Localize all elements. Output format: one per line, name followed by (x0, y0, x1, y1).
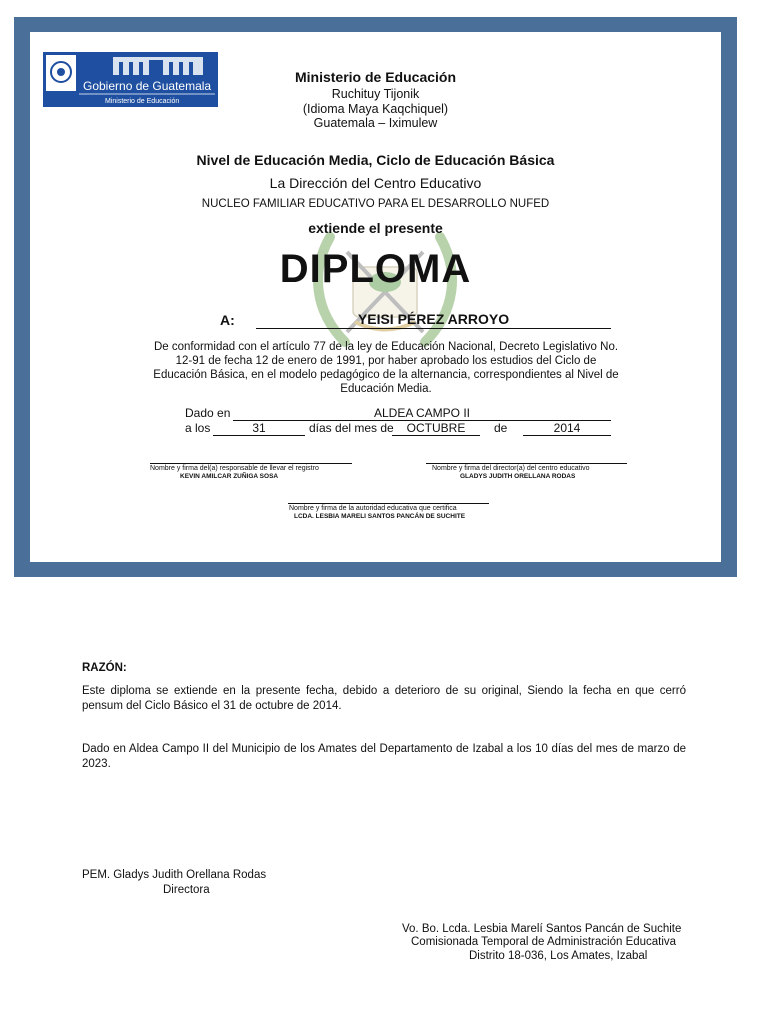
day-value: 31 (213, 421, 305, 436)
authority-signature-line (288, 503, 489, 504)
days-of-month-label: días del mes de (309, 421, 394, 435)
director-signature-line (426, 463, 627, 464)
authority-name: LCDA. LESBIA MARELI SANTOS PANCÁN DE SUCHITE (294, 513, 466, 520)
registry-name: KEVIN AMILCAR ZUÑIGA SOSA (180, 473, 279, 480)
logo-subtext: Ministerio de Educación (105, 98, 180, 105)
extends-text: extiende el presente (308, 220, 443, 236)
diploma-body: De conformidad con el artículo 77 de la ley de Educación Nacional, Decreto Legislativo No. 12-91 de fecha 12 de enero de 1991, por haber aprobado los estudios del Ciclo de Educación Básica, en el modelo pedagógico de la alternancia, correspondientes al Nivel de Educación Media. (153, 341, 619, 395)
authority-signer-line-1: Vo. Bo. Lcda. Lesbia Marelí Santos Pancán de Suchite (402, 923, 682, 935)
ministry-line-1: Ruchituy Tijonik (331, 87, 420, 101)
year-value: 2014 (523, 421, 611, 436)
director-name: GLADYS JUDITH ORELLANA RODAS (460, 473, 576, 480)
center-direction: La Dirección del Centro Educativo (269, 175, 482, 191)
given-in-value: ALDEA CAMPO II (233, 406, 611, 421)
director-caption: Nombre y firma del director(a) del centro educativo (432, 465, 590, 472)
ministry-line-3: Guatemala – Iximulew (313, 116, 438, 130)
at-label: a los (185, 421, 211, 435)
recipient-underline (256, 328, 611, 329)
of-label: de (494, 421, 508, 435)
ministry-line-2: (Idioma Maya Kaqchiquel) (302, 102, 449, 116)
authority-signer-line-2: Comisionada Temporal de Administración Educativa (411, 936, 677, 948)
authority-signer-line-3: Distrito 18-036, Los Amates, Izabal (469, 950, 648, 962)
diploma-title: DIPLOMA (279, 247, 472, 291)
diploma-sheet (30, 32, 721, 562)
director-signer-role: Directora (163, 884, 210, 896)
educational-center: NUCLEO FAMILIAR EDUCATIVO PARA EL DESARROLLO NUFED (201, 198, 550, 210)
diploma-frame (14, 17, 737, 577)
logo-text: Gobierno de Guatemala (83, 79, 212, 93)
registry-signature-line (150, 463, 352, 464)
razon-paragraph-1: Este diploma se extiende en la presente fecha, debido a deterioro de su original, Siendo la fecha en que cerró pensum del Ciclo Básico el 31 de octubre de 2014. (82, 685, 686, 712)
razon-paragraph-2: Dado en Aldea Campo II del Municipio de los Amates del Departamento de Izabal a los 10 días del mes de marzo de 2023. (82, 743, 686, 770)
ministry-title: Ministerio de Educación (294, 69, 457, 85)
razon-title: RAZÓN: (82, 662, 127, 674)
recipient-name: YEISI PÉREZ ARROYO (357, 311, 510, 327)
registry-caption: Nombre y firma del(a) responsable de llevar el registro (150, 465, 319, 472)
director-signer-name: PEM. Gladys Judith Orellana Rodas (82, 869, 267, 881)
given-in-label: Dado en (185, 406, 231, 420)
month-value: OCTUBRE (392, 421, 480, 436)
recipient-label: A: (220, 312, 235, 328)
authority-caption: Nombre y firma de la autoridad educativa que certifica (289, 505, 457, 512)
education-level: Nivel de Educación Media, Ciclo de Educación Básica (196, 152, 555, 168)
